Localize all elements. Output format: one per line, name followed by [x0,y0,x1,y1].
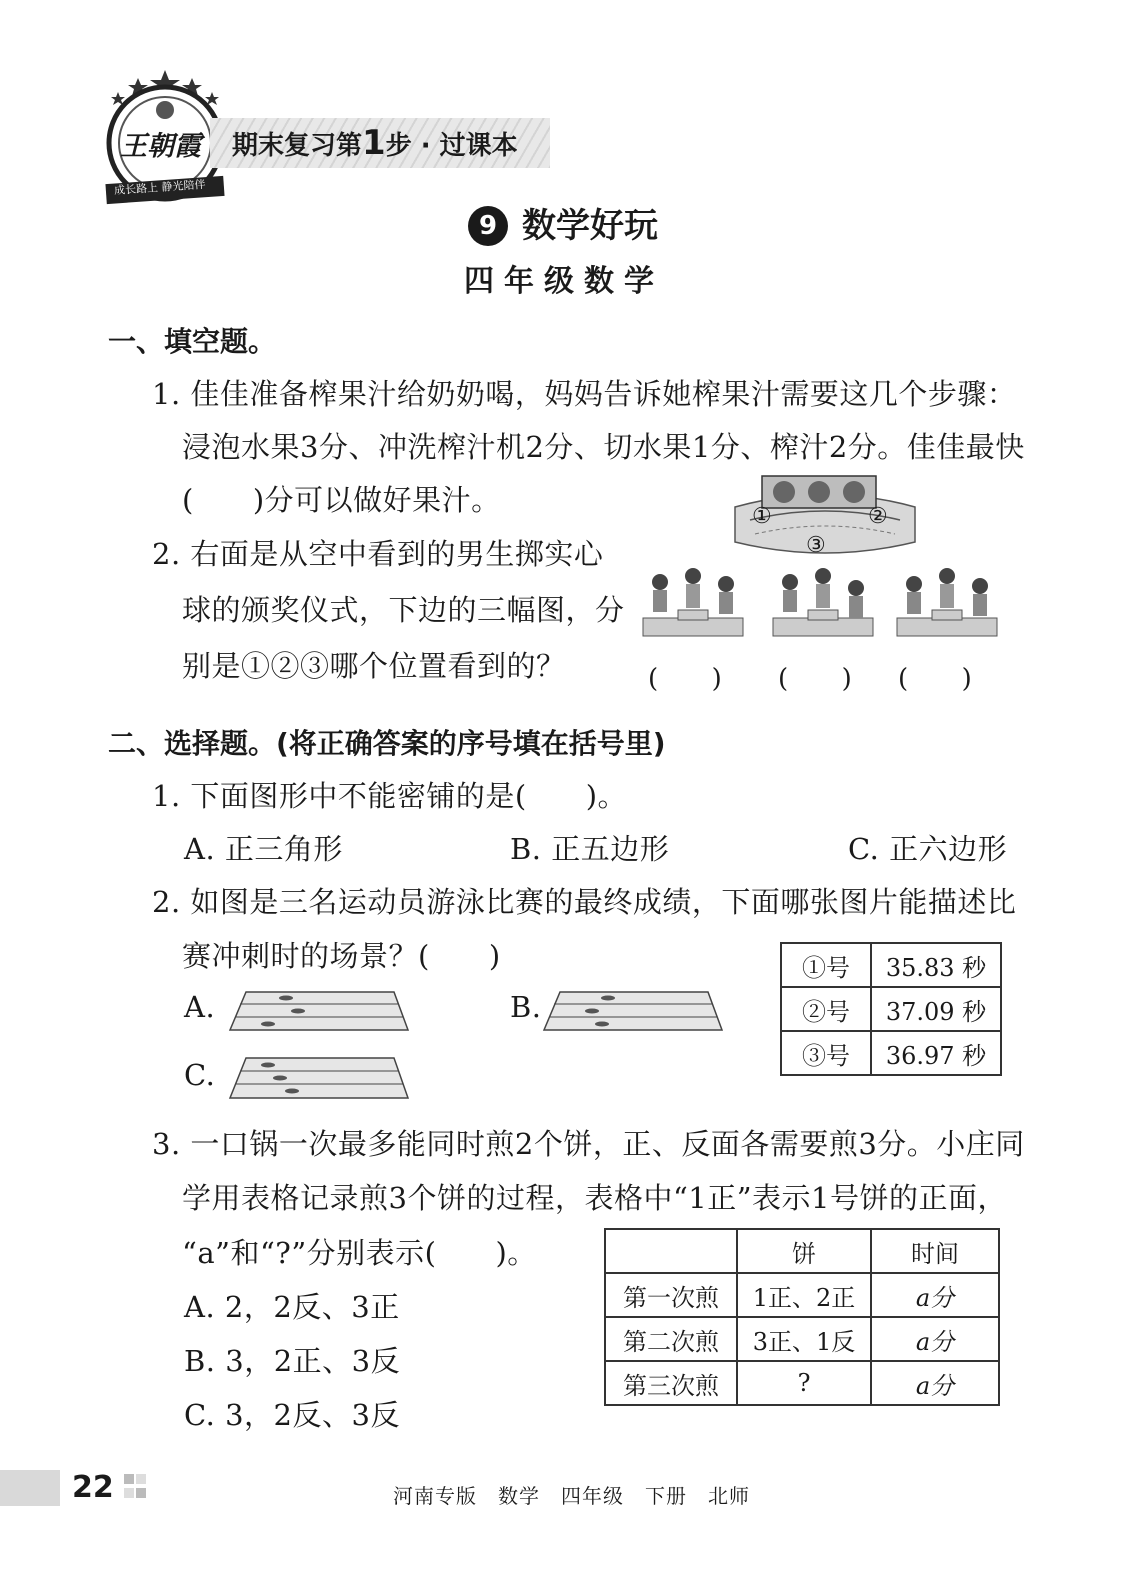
chapter-title-text: 数学好玩 [522,206,658,246]
table-cell: a分 [871,1317,999,1361]
s2-q2-line1: 2. 如图是三名运动员游泳比赛的最终成绩，下面哪张图片能描述比 [152,885,1017,919]
s1-q2-line1: 2. 右面是从空中看到的男生掷实心 [152,537,604,571]
table-cell: 1正、2正 [737,1273,871,1317]
view-3-blank[interactable]: ( ) [898,664,973,694]
table-cell: a分 [871,1361,999,1405]
s1-q2-line2: 球的颁奖仪式，下边的三幅图，分 [182,593,625,627]
chapter-subtitle: 四年级数学 [464,264,664,299]
position-2: ② [868,504,888,529]
s2-q2-option-b-label[interactable]: B. [510,990,542,1024]
time-cell: 36.97 秒 [871,1031,1001,1075]
footer-squares [124,1474,148,1502]
s2-q3-option-c[interactable]: C. 3，2反、3反 [184,1398,400,1432]
time-cell: 35.83 秒 [871,943,1001,987]
position-3: ③ [806,533,826,558]
swimmer-cell: ③号 [781,1031,871,1075]
ceremony-view-1 [638,566,748,640]
s2-q3-line1: 3. 一口锅一次最多能同时煎2个饼，正、反面各需要煎3分。小庄同 [152,1127,1025,1161]
s2-q2-line2: 赛冲刺时的场景？( ) [182,939,501,973]
header-cell [605,1229,737,1273]
table-row [781,987,1001,1031]
view-1-blank[interactable]: ( ) [648,664,723,694]
footer-bar [0,1470,60,1506]
table-cell: 3正、1反 [737,1317,871,1361]
swimmer-cell: ②号 [781,987,871,1031]
page-number: 22 [72,1470,114,1505]
s1-q1-line2: 浸泡水果3分、冲洗榨汁机2分、切水果1分、榨汁2分。佳佳最快 [182,430,1025,464]
logo-name: 王朝霞 [120,131,201,162]
table-row [781,1031,1001,1075]
header-cell: 饼 [737,1229,871,1273]
table-cell: a分 [871,1273,999,1317]
position-1: ① [752,504,772,529]
table-header-row [605,1229,999,1273]
table-cell: 第一次煎 [605,1273,737,1317]
s1-q2-line3: 别是①②③哪个位置看到的？ [182,649,566,683]
pool-option-b[interactable] [542,988,724,1034]
section1-title: 一、填空题。 [108,325,277,358]
ceremony-view-2 [768,566,878,640]
view-2-blank[interactable]: ( ) [778,664,853,694]
header-cell: 时间 [871,1229,999,1273]
s2-q2-option-a-label[interactable]: A. [184,990,216,1024]
pool-option-a[interactable] [228,988,410,1034]
time-cell: 37.09 秒 [871,987,1001,1031]
s2-q1-option-c[interactable]: C. 正六边形 [848,832,1008,866]
chapter-number: 9 [468,206,508,246]
s2-q3-option-b[interactable]: B. 3，2正、3反 [184,1344,401,1378]
s2-q1-option-b[interactable]: B. 正五边形 [510,832,670,866]
s2-q1-option-a[interactable]: A. 正三角形 [184,832,343,866]
s2-q3-line2: 学用表格记录煎3个饼的过程，表格中“1正”表示1号饼的正面， [182,1181,1008,1215]
ceremony-view-3 [892,566,1002,640]
banner-title [232,123,518,163]
s1-q1-line3: ( )分可以做好果汁。 [182,483,501,517]
chapter-title [468,198,658,247]
pancake-table [604,1228,1000,1406]
s2-q1-stem: 1. 下面图形中不能密铺的是( )。 [152,779,628,813]
s2-q3-option-a[interactable]: A. 2，2反、3正 [184,1290,400,1324]
table-cell: 第二次煎 [605,1317,737,1361]
s1-q1-line1: 1. 佳佳准备榨果汁给奶奶喝，妈妈告诉她榨果汁需要这几个步骤： [152,377,1017,411]
table-cell: 第三次煎 [605,1361,737,1405]
footer-info: 河南专版 数学 四年级 下册 北师 [393,1484,750,1508]
table-row [605,1273,999,1317]
s2-q3-line3: “a”和“?”分别表示( )。 [182,1236,537,1270]
table-row [605,1317,999,1361]
swimmer-cell: ①号 [781,943,871,987]
table-cell: ? [737,1361,871,1405]
s2-q2-option-c-label[interactable]: C. [184,1058,216,1092]
banner-step: 1 [362,123,386,163]
logo-slogan: 成长路上 静光陪伴 [113,177,206,198]
banner-suffix: 步 · 过课本 [385,131,518,161]
table-row [605,1361,999,1405]
section2-title: 二、选择题。(将正确答案的序号填在括号里) [108,727,666,760]
table-row [781,943,1001,987]
pool-option-c[interactable] [228,1054,410,1102]
swim-results-table [780,942,1002,1076]
banner-prefix: 期末复习第 [232,131,363,161]
